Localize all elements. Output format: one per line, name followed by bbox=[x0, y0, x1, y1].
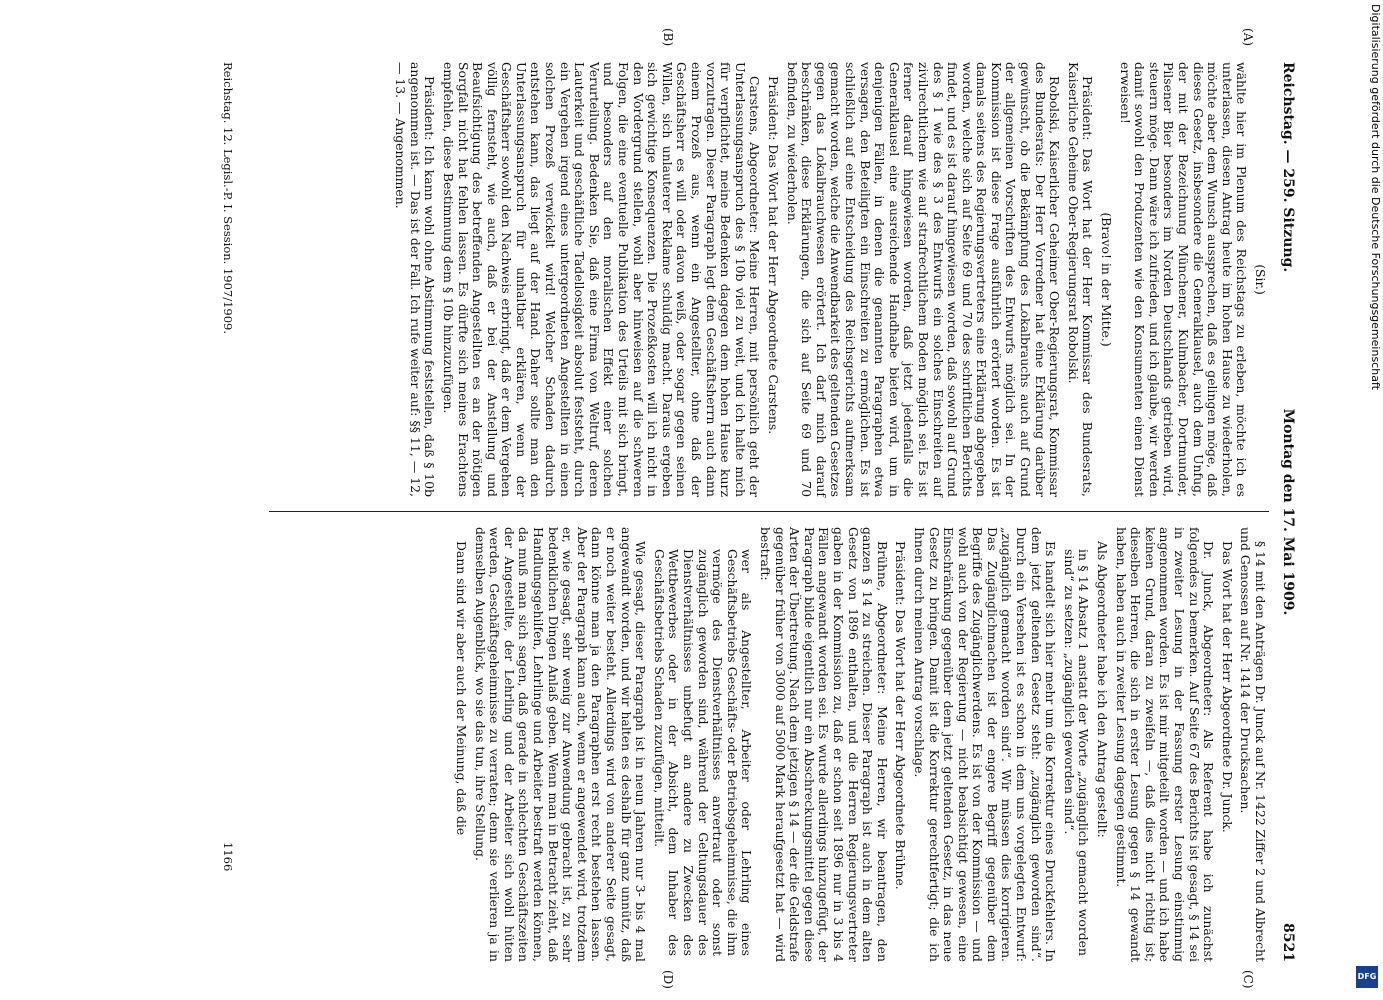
paragraph: wählte hier im Plenum des Reichstags zu erleben, möchte ich es unterlassen, diesen Antrag heute im hohen Hause zu wiederholen, möchte aber dem Wunsch aussprechen, daß es gelingen möge, daß dieses Gesetz, insbesondere die Generalklausel, auch dem Unfug, der mit der Bezeichnung Münchener, Kulmbacher, Dortmunder, Pilsener Bier besonders im Norden Deutschlands getrieben wird, steuern möge. Dann wäre ich zufrieden, und ich glaube, wir werden damit sowohl den Produzenten wie den Konsumenten einen Dienst erweisen! bbox=[1117, 62, 1250, 497]
paragraph: Als Abgeordneter habe ich den Antrag gestellt: bbox=[1095, 541, 1111, 838]
paragraph: Wie gesagt, dieser Paragraph ist in neun Jahren nur 3- bis 4 mal angewandt worden, und wir halten es deshalb für ganz unnütz, daß er noch weiter besteht. Allerdings wird von anderer Seite gesagt, dann könne man ja den Paragraphen erst recht bestehen lassen. Aber der Paragraph kann auch, wenn er angewendet wird, trotzdem er, wie gesagt, sehr wenig zur Anwendung gebracht ist, zu sehr bedenklichen Dingen Anlaß geben. Wenn man in Betracht zieht, daß Handlungsgehilfen, Lehrlinge und Arbeiter bestraft werden können, da muß man sich sagen, daß gerade in schlechten Geschäftszeiten der Angestellte, der Lehrling und der Arbeiter sich wohl hüten werden, Geschäftsgeheimnisse zu verraten; denn sie verlieren ja in demselben Augenblick, wo sie das tun, ihre Stellung. bbox=[472, 527, 649, 962]
header-left: Reichstag. — 259. Sitzung. bbox=[1280, 62, 1296, 273]
paragraph: Das Wort hat der Herr Abgeordnete Dr. Junck. bbox=[1219, 541, 1235, 833]
paragraph: Präsident: Das Wort hat der Herr Abgeordnete Brühne. bbox=[893, 541, 909, 890]
paragraph: Robolski, Kaiserlicher Geheimer Ober-Regierungsrat, Kommissar des Bundesrats: Der Herr Vorredner hat eine Erklärung darüber gewünscht, ob die Bekämpfung des Lokalbrauchs auch auf Grund der allgemeinen Vorschriften des Entwurfs möglich sei. In der Kommission ist diese Frage ausführlich erörtert worden. Es ist damals seitens des Regierungsvertreters eine Erklärung abgegeben worden, welche sich auf Seite 69 und 70 des schriftlichen Berichts findet, und es ist darauf hingewiesen worden, daß sowohl auf Grund des § 1 wie des § 3 des Entwurfs ein solches Einschreiten auf zivilrechtlichem wie auf strafrechtlichem Boden möglich sei. Es ist ferner darauf hingewiesen worden, daß jetzt jedenfalls die Generalklausel eine ausreichende Handhabe bieten wird, um in denjenigen Fällen, in denen die genannten Paragraphen etwa versagen, den Beteiligten ein Einschreiten zu ermöglichen. Es ist schließlich auf eine Entscheidung des Reichsgerichts aufmerksam gemacht worden, welche die Anwendbarkeit des geltenden Gesetzes gegen das Lokalbrauchwesen erörtert. Ich darf mich darauf beschränken, diese Erklärungen, die sich auf Seite 69 und 70 befinden, zu wiederholen. bbox=[784, 62, 1063, 497]
paragraph: Brühne, Abgeordneter: Meine Herren, wir beantragen, den ganzen § 14 zu streichen. Dieser Paragraph ist auch in dem alten Gesetz von 1896 enthalten, und die Herren Regierungsvertreter gaben in der Kommission zu, daß er schon seit 1896 nur in 3 bis 4 Fällen angewandt worden sei. Es wurde allerdings hinzugefügt, der Paragraph bilde eigentlich nur ein Abschreckungsmittel gegen diese Arten der Übertretung. Nach dem jetzigen § 14 — der die Geldstrafe gegenüber früher von 3000 auf 5000 Mark heraufgesetzt hat — wird bestraft: bbox=[758, 527, 890, 962]
paragraph: Es handelt sich hier mehr um die Korrektur eines Druckfehlers. In dem jetzt geltenden Gesetz steht: „zugänglich geworden sind“. Durch ein Versehen ist es schon in dem uns vorgelegten Entwurf: „zugänglich gemacht worden sind“. Wir müssen dies korrigieren. Das Zugänglichmachen ist der engere Begriff gegenüber dem Begriffe des Zugänglichwerdens. Es ist von der Kommission — und wohl auch von der Regierung — nicht beabsichtigt gewesen, eine Einschränkung gegenüber dem jetzt geltenden Gesetz, in das neue Gesetz zu bringen. Damit ist die Korrektur gerechtfertigt; die ich Ihnen durch meinen Antrag vorschlage. bbox=[911, 527, 1059, 962]
credit-strip bbox=[1352, 0, 1382, 1000]
footer-citation: Reichstag. 12. Legisl.-P. I. Session. 1907/1909. bbox=[221, 62, 235, 335]
paragraph: Dann sind wir aber auch der Meinung, daß die bbox=[454, 541, 470, 836]
dfg-logo-icon: DFG bbox=[1356, 966, 1378, 988]
margin-mark-d: (D) bbox=[661, 970, 675, 989]
quoted-motion: in § 14 Absatz 1 anstatt der Worte „zugänglich gemacht worden sind“ zu setzen: „zugänglich geworden sind“. bbox=[1061, 549, 1092, 956]
footer-page-number: 1166 bbox=[221, 842, 235, 872]
page-footer bbox=[195, 62, 235, 962]
header-center: Montag den 17. Mai 1909. bbox=[1280, 408, 1296, 616]
paragraph: § 14 mit den Anträgen Dr. Junck auf Nr. 1422 Ziffer 2 und Albrecht und Genossen auf Nr. 1414 der Drucksachen. bbox=[1238, 527, 1268, 962]
running-header bbox=[1273, 62, 1295, 962]
paragraph: Carstens, Abgeordneter: Meine Herren, mit persönlich geht der Unterlassungsanspruch des § 10b viel zu weit, und ich halte mich für verpflichtet, meine Bedenken dagegen dem hohen Hause kurz vorzutragen. Dieser Paragraph legt dem Geschäftsherrn auch dann einem Prozeß aus, wenn ein Angestellter, ohne daß der Geschäftsherr es will oder davon weiß, oder sogar gegen seinen Willen, sich unlauterer Reklame schuldig macht. Daraus ergeben sich gewichtige Konsequenzen. Die Prozeßkosten will ich nicht in den Vordergrund stellen, wohl aber hinweisen auf die schweren Folgen, die eine eventuelle Publikation des Urteils mit sich bringt, und besonders auf den moralischen Effekt einer solchen Verurteilung. Bedenken Sie, daß eine Firma von Weltruf, deren Lauterkeit und geschäftliche Tadellosigkeit absolut feststeht, durch ein Vergehen irgend eines untergeordneten Angestellten in einen solchen Prozeß verwickelt wird! Welcher Schaden dadurch entstehen kann, das liegt auf der Hand. Daher sollte man den Unterlassungsanspruch für unhaltbar erklären, wenn der Geschäftsherr sowohl den Nachweis erbringt, daß er dem Vergehen völlig fernsteht, wie auch, daß er bei der Anstellung und Beaufsichtigung des betreffenden Angestellten es an der nötigen Sorgfalt nicht hat fehlen lassen. Es dürfte sich meines Erachtens empfehlen, diese Bestimmung dem § 10b hinzuzufügen. bbox=[440, 62, 763, 497]
right-column bbox=[450, 527, 1267, 962]
header-page-number: 8521 bbox=[1280, 923, 1296, 962]
interjection: (Bravo! in der Mitte.) bbox=[1099, 212, 1115, 347]
column-divider bbox=[269, 511, 1269, 512]
margin-mark-c: (C) bbox=[1241, 970, 1255, 989]
margin-mark-b: (B) bbox=[661, 28, 675, 47]
quoted-law-text: wer als Angestellter, Arbeiter oder Lehrling eines Geschäftsbetriebs Geschäfts- oder Betriebsgeheimnisse, die ihm vermöge des Dienstverhältnisses anvertraut oder sonst zugänglich geworden sind, während der Geltungsdauer des Dienstverhältnisses unbefugt an andere zu Zwecken des Wettbewerbes oder in der Absicht, dem Inhaber des Geschäftsbetriebs Schaden zuzufügen, mitteilt. bbox=[651, 549, 755, 956]
paragraph: Dr. Junck, Abgeordneter: Als Referent habe ich zunächst folgendes zu bemerken. Auf Seite 67 des Berichts ist gesagt, § 14 sei in zweiter Lesung in der Fassung erster Lesung einstimmig angenommen worden. Es ist mir mitgeteilt worden — und ich habe keinen Grund, daran zu zweifeln —, daß dies nicht richtig ist; dieselben Herren, die sich in erster Lesung gegen § 14 gewandt haben, haben auch in zweiter Lesung dagegen gestimmt. bbox=[1113, 527, 1217, 962]
dfg-credit-text: Digitalisierung gefördert durch die Deutsche Forschungsgemeinschaft bbox=[1369, 4, 1382, 390]
paragraph: Präsident: Das Wort hat der Herr Abgeordnete Carstens. bbox=[766, 76, 781, 435]
paragraph: Präsident: Ich kann wohl ohne Abstimmung feststellen, daß § 10b angenommen ist. — Das ist der Fall. Ich rufe weiter auf: §§ 11, — 12, — 13. — Angenommen. bbox=[393, 62, 438, 497]
rotated-document bbox=[70, 28, 1296, 989]
left-column bbox=[389, 62, 1267, 497]
margin-mark-a: (A) bbox=[1241, 28, 1255, 47]
paragraph: Präsident: Das Wort hat der Herr Kommissar des Bundesrats, Kaiserliche Geheime Ober-Regierungsrat Robolski. bbox=[1065, 62, 1096, 497]
paragraph: (Sir.) bbox=[1253, 264, 1268, 295]
